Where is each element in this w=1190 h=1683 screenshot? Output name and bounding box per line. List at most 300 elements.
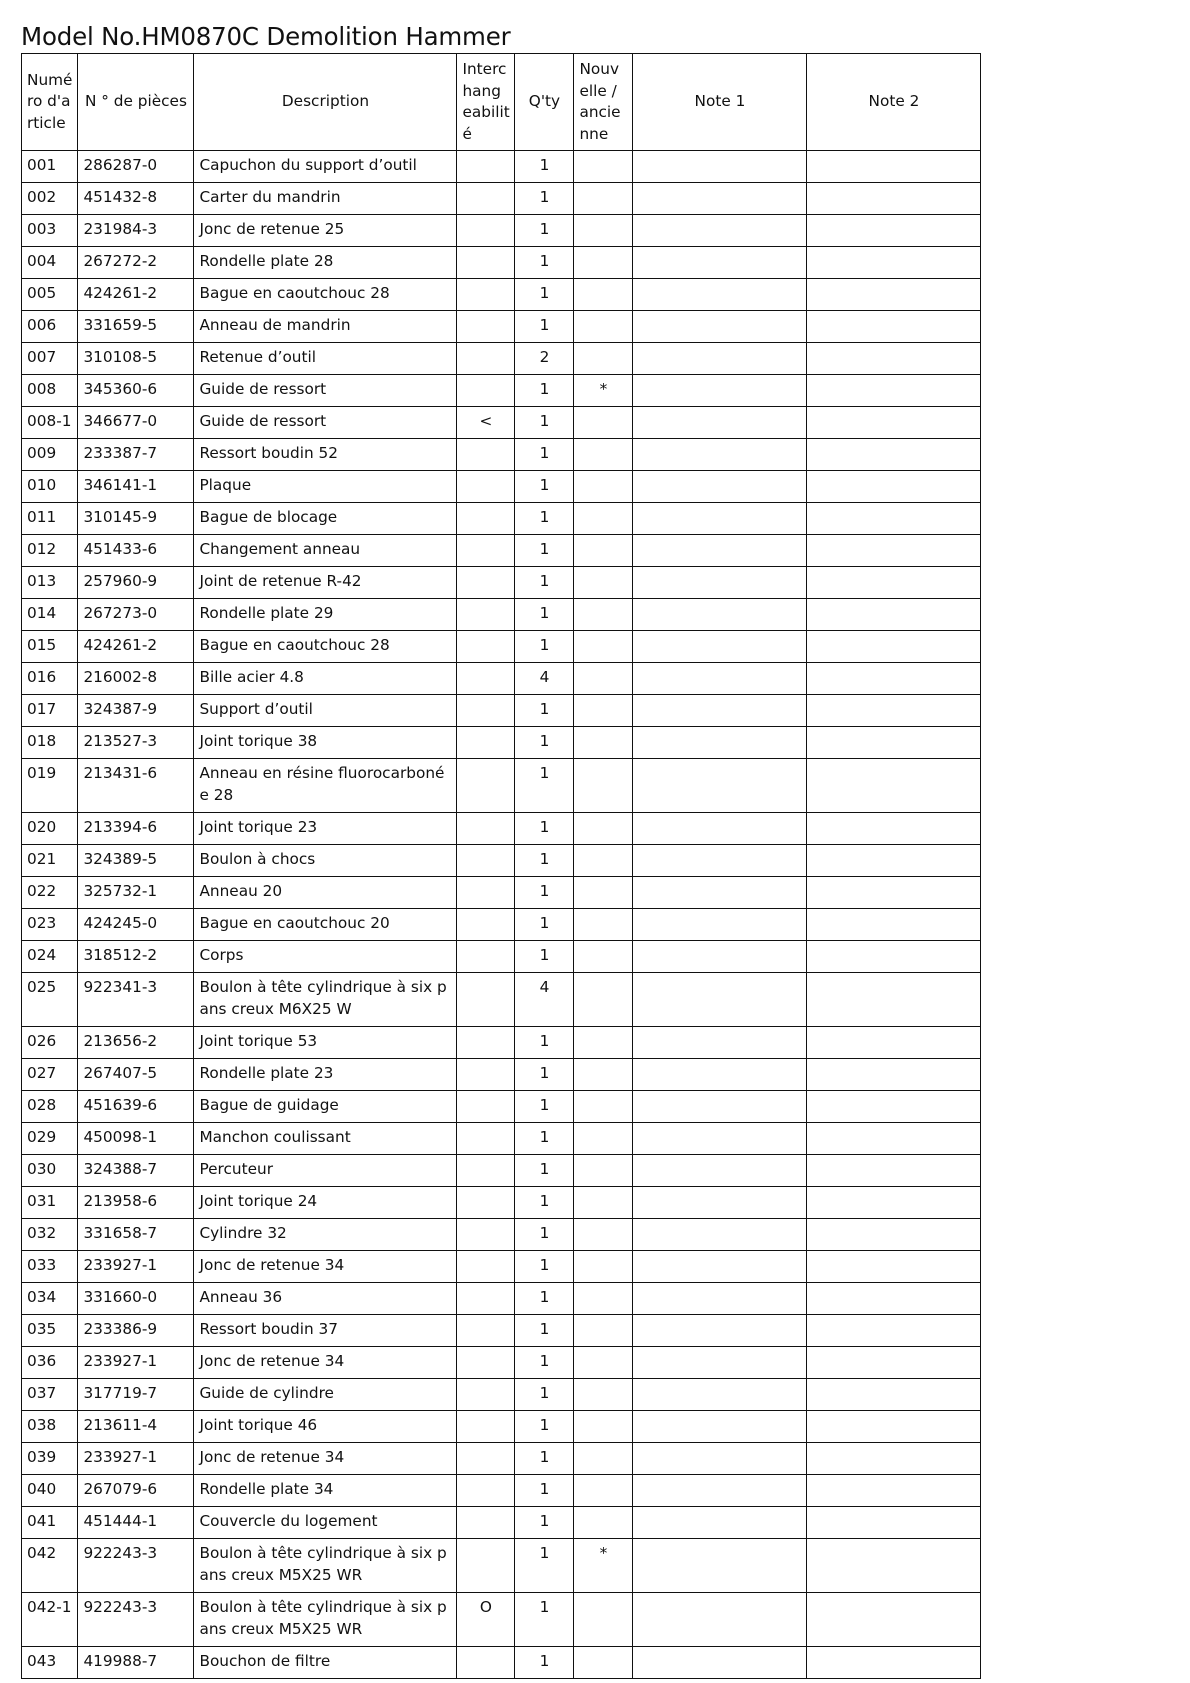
cell-item-number: 017 <box>22 695 78 727</box>
cell-new-old <box>574 813 633 845</box>
table-row <box>22 599 981 631</box>
cell-quantity: 1 <box>515 813 574 845</box>
cell-part-number: 331658-7 <box>78 1219 194 1251</box>
cell-new-old <box>574 695 633 727</box>
cell-description: Manchon coulissant <box>194 1123 457 1155</box>
table-row <box>22 1123 981 1155</box>
table-row <box>22 151 981 183</box>
cell-new-old <box>574 877 633 909</box>
cell-item-number: 006 <box>22 311 78 343</box>
cell-description: Joint de retenue R-42 <box>194 567 457 599</box>
cell-interchangeability <box>457 877 515 909</box>
cell-interchangeability <box>457 1347 515 1379</box>
cell-part-number: 451432-8 <box>78 183 194 215</box>
cell-note-2 <box>807 845 981 877</box>
table-row <box>22 471 981 503</box>
table-row <box>22 941 981 973</box>
cell-item-number: 015 <box>22 631 78 663</box>
cell-note-2 <box>807 941 981 973</box>
cell-item-number: 020 <box>22 813 78 845</box>
cell-note-2 <box>807 1475 981 1507</box>
cell-quantity: 1 <box>515 1647 574 1679</box>
cell-interchangeability: O <box>457 1593 515 1647</box>
cell-part-number: 451433-6 <box>78 535 194 567</box>
table-row <box>22 973 981 1027</box>
cell-item-number: 018 <box>22 727 78 759</box>
table-row <box>22 845 981 877</box>
cell-interchangeability <box>457 439 515 471</box>
cell-description: Plaque <box>194 471 457 503</box>
cell-new-old <box>574 1187 633 1219</box>
cell-new-old <box>574 599 633 631</box>
cell-note-2 <box>807 279 981 311</box>
cell-item-number: 010 <box>22 471 78 503</box>
cell-note-1 <box>633 567 807 599</box>
header-note-1: Note 1 <box>633 54 807 151</box>
cell-description: Guide de ressort <box>194 375 457 407</box>
cell-description: Bague de blocage <box>194 503 457 535</box>
cell-note-1 <box>633 1219 807 1251</box>
table-row <box>22 663 981 695</box>
cell-quantity: 1 <box>515 695 574 727</box>
cell-part-number: 331660-0 <box>78 1283 194 1315</box>
cell-new-old <box>574 1593 633 1647</box>
table-row <box>22 1475 981 1507</box>
table-row <box>22 1251 981 1283</box>
cell-item-number: 035 <box>22 1315 78 1347</box>
cell-new-old <box>574 535 633 567</box>
cell-description: Boulon à tête cylindrique à six pans creux M5X25 WR <box>194 1539 457 1593</box>
cell-quantity: 1 <box>515 503 574 535</box>
cell-note-2 <box>807 183 981 215</box>
cell-note-1 <box>633 1507 807 1539</box>
cell-note-2 <box>807 813 981 845</box>
cell-new-old <box>574 1123 633 1155</box>
cell-note-2 <box>807 1187 981 1219</box>
cell-part-number: 346677-0 <box>78 407 194 439</box>
cell-new-old <box>574 663 633 695</box>
cell-note-1 <box>633 247 807 279</box>
cell-note-2 <box>807 727 981 759</box>
cell-part-number: 213527-3 <box>78 727 194 759</box>
cell-interchangeability <box>457 503 515 535</box>
cell-quantity: 1 <box>515 941 574 973</box>
cell-item-number: 036 <box>22 1347 78 1379</box>
cell-part-number: 922243-3 <box>78 1539 194 1593</box>
cell-interchangeability <box>457 1283 515 1315</box>
cell-note-2 <box>807 1219 981 1251</box>
cell-note-1 <box>633 1647 807 1679</box>
cell-note-2 <box>807 535 981 567</box>
cell-interchangeability <box>457 247 515 279</box>
cell-note-2 <box>807 877 981 909</box>
cell-description: Guide de cylindre <box>194 1379 457 1411</box>
cell-note-1 <box>633 1411 807 1443</box>
cell-item-number: 022 <box>22 877 78 909</box>
cell-quantity: 1 <box>515 1059 574 1091</box>
cell-quantity: 1 <box>515 1411 574 1443</box>
cell-part-number: 324387-9 <box>78 695 194 727</box>
cell-note-1 <box>633 1187 807 1219</box>
cell-description: Joint torique 38 <box>194 727 457 759</box>
cell-note-2 <box>807 1123 981 1155</box>
cell-item-number: 009 <box>22 439 78 471</box>
cell-part-number: 424261-2 <box>78 631 194 663</box>
cell-quantity: 1 <box>515 1593 574 1647</box>
cell-note-2 <box>807 759 981 813</box>
cell-new-old <box>574 471 633 503</box>
cell-item-number: 038 <box>22 1411 78 1443</box>
cell-item-number: 008 <box>22 375 78 407</box>
cell-interchangeability <box>457 183 515 215</box>
cell-quantity: 1 <box>515 1539 574 1593</box>
table-row <box>22 1379 981 1411</box>
table-row <box>22 439 981 471</box>
cell-new-old <box>574 1315 633 1347</box>
cell-description: Jonc de retenue 34 <box>194 1443 457 1475</box>
cell-description: Joint torique 46 <box>194 1411 457 1443</box>
cell-new-old <box>574 407 633 439</box>
cell-new-old <box>574 973 633 1027</box>
cell-note-1 <box>633 663 807 695</box>
cell-note-2 <box>807 375 981 407</box>
cell-item-number: 021 <box>22 845 78 877</box>
cell-quantity: 1 <box>515 727 574 759</box>
cell-description: Retenue d’outil <box>194 343 457 375</box>
cell-note-1 <box>633 1027 807 1059</box>
cell-part-number: 331659-5 <box>78 311 194 343</box>
cell-interchangeability <box>457 845 515 877</box>
cell-interchangeability <box>457 1475 515 1507</box>
cell-note-1 <box>633 1347 807 1379</box>
cell-new-old <box>574 343 633 375</box>
cell-note-2 <box>807 343 981 375</box>
cell-note-2 <box>807 1507 981 1539</box>
cell-new-old <box>574 1647 633 1679</box>
cell-new-old <box>574 941 633 973</box>
header-item-number: Numé ro d'a rticle <box>22 54 78 151</box>
header-interchangeability: Interc hang eabilit é <box>457 54 515 151</box>
cell-item-number: 025 <box>22 973 78 1027</box>
cell-new-old <box>574 567 633 599</box>
cell-part-number: 233927-1 <box>78 1347 194 1379</box>
cell-description: Bague en caoutchouc 20 <box>194 909 457 941</box>
cell-interchangeability <box>457 813 515 845</box>
cell-description: Jonc de retenue 34 <box>194 1251 457 1283</box>
cell-note-2 <box>807 1593 981 1647</box>
cell-quantity: 1 <box>515 1443 574 1475</box>
cell-note-2 <box>807 407 981 439</box>
cell-note-1 <box>633 407 807 439</box>
cell-part-number: 450098-1 <box>78 1123 194 1155</box>
cell-new-old <box>574 1155 633 1187</box>
cell-interchangeability <box>457 1315 515 1347</box>
cell-note-1 <box>633 599 807 631</box>
cell-part-number: 324389-5 <box>78 845 194 877</box>
cell-item-number: 007 <box>22 343 78 375</box>
cell-interchangeability <box>457 1539 515 1593</box>
table-row <box>22 1283 981 1315</box>
cell-interchangeability <box>457 1443 515 1475</box>
cell-quantity: 1 <box>515 279 574 311</box>
cell-part-number: 451639-6 <box>78 1091 194 1123</box>
cell-quantity: 1 <box>515 1187 574 1219</box>
cell-description: Rondelle plate 29 <box>194 599 457 631</box>
header-new-old: Nouv elle / ancie nne <box>574 54 633 151</box>
cell-quantity: 1 <box>515 151 574 183</box>
cell-description: Corps <box>194 941 457 973</box>
cell-note-1 <box>633 1443 807 1475</box>
cell-description: Guide de ressort <box>194 407 457 439</box>
cell-note-2 <box>807 1647 981 1679</box>
cell-quantity: 2 <box>515 343 574 375</box>
cell-part-number: 213394-6 <box>78 813 194 845</box>
cell-item-number: 031 <box>22 1187 78 1219</box>
table-row <box>22 759 981 813</box>
cell-item-number: 012 <box>22 535 78 567</box>
table-row <box>22 1507 981 1539</box>
table-body <box>22 151 981 1679</box>
cell-new-old <box>574 1027 633 1059</box>
table-row <box>22 183 981 215</box>
cell-new-old <box>574 503 633 535</box>
cell-note-1 <box>633 535 807 567</box>
cell-new-old <box>574 311 633 343</box>
cell-interchangeability <box>457 343 515 375</box>
cell-note-2 <box>807 471 981 503</box>
cell-note-2 <box>807 1251 981 1283</box>
cell-quantity: 1 <box>515 1251 574 1283</box>
cell-quantity: 1 <box>515 439 574 471</box>
cell-item-number: 041 <box>22 1507 78 1539</box>
cell-quantity: 1 <box>515 407 574 439</box>
cell-quantity: 1 <box>515 845 574 877</box>
cell-quantity: 1 <box>515 1379 574 1411</box>
cell-part-number: 213611-4 <box>78 1411 194 1443</box>
table-row <box>22 1315 981 1347</box>
cell-note-2 <box>807 439 981 471</box>
cell-note-2 <box>807 631 981 663</box>
table-row <box>22 375 981 407</box>
cell-note-2 <box>807 1539 981 1593</box>
cell-interchangeability <box>457 759 515 813</box>
cell-item-number: 023 <box>22 909 78 941</box>
cell-part-number: 310145-9 <box>78 503 194 535</box>
cell-note-1 <box>633 503 807 535</box>
cell-note-2 <box>807 1379 981 1411</box>
cell-item-number: 005 <box>22 279 78 311</box>
cell-new-old <box>574 1507 633 1539</box>
cell-item-number: 039 <box>22 1443 78 1475</box>
cell-note-2 <box>807 1283 981 1315</box>
cell-description: Bague de guidage <box>194 1091 457 1123</box>
cell-part-number: 213958-6 <box>78 1187 194 1219</box>
cell-quantity: 1 <box>515 631 574 663</box>
cell-quantity: 1 <box>515 311 574 343</box>
cell-note-1 <box>633 727 807 759</box>
cell-quantity: 1 <box>515 877 574 909</box>
cell-new-old <box>574 1411 633 1443</box>
cell-description: Bille acier 4.8 <box>194 663 457 695</box>
cell-part-number: 267273-0 <box>78 599 194 631</box>
cell-new-old <box>574 279 633 311</box>
cell-note-2 <box>807 663 981 695</box>
cell-description: Joint torique 23 <box>194 813 457 845</box>
cell-item-number: 040 <box>22 1475 78 1507</box>
cell-note-1 <box>633 1539 807 1593</box>
cell-interchangeability <box>457 1219 515 1251</box>
cell-description: Ressort boudin 37 <box>194 1315 457 1347</box>
cell-quantity: 1 <box>515 1283 574 1315</box>
cell-interchangeability: < <box>457 407 515 439</box>
cell-note-1 <box>633 311 807 343</box>
cell-interchangeability <box>457 215 515 247</box>
cell-quantity: 1 <box>515 567 574 599</box>
table-row <box>22 407 981 439</box>
cell-interchangeability <box>457 1091 515 1123</box>
cell-note-2 <box>807 1347 981 1379</box>
cell-interchangeability <box>457 151 515 183</box>
table-row <box>22 1539 981 1593</box>
cell-part-number: 346141-1 <box>78 471 194 503</box>
cell-note-2 <box>807 215 981 247</box>
cell-description: Anneau 36 <box>194 1283 457 1315</box>
cell-note-2 <box>807 599 981 631</box>
cell-item-number: 024 <box>22 941 78 973</box>
table-row <box>22 1219 981 1251</box>
cell-description: Rondelle plate 28 <box>194 247 457 279</box>
table-row <box>22 1027 981 1059</box>
cell-part-number: 345360-6 <box>78 375 194 407</box>
table-row <box>22 567 981 599</box>
cell-part-number: 424261-2 <box>78 279 194 311</box>
cell-item-number: 030 <box>22 1155 78 1187</box>
cell-note-1 <box>633 1059 807 1091</box>
cell-new-old <box>574 1379 633 1411</box>
cell-note-1 <box>633 151 807 183</box>
cell-note-2 <box>807 1443 981 1475</box>
cell-interchangeability <box>457 1251 515 1283</box>
cell-note-2 <box>807 909 981 941</box>
cell-item-number: 027 <box>22 1059 78 1091</box>
cell-part-number: 325732-1 <box>78 877 194 909</box>
cell-item-number: 019 <box>22 759 78 813</box>
cell-description: Changement anneau <box>194 535 457 567</box>
cell-description: Anneau 20 <box>194 877 457 909</box>
cell-part-number: 318512-2 <box>78 941 194 973</box>
table-row <box>22 1443 981 1475</box>
cell-item-number: 004 <box>22 247 78 279</box>
cell-part-number: 451444-1 <box>78 1507 194 1539</box>
cell-note-1 <box>633 973 807 1027</box>
cell-note-2 <box>807 1155 981 1187</box>
cell-quantity: 1 <box>515 1155 574 1187</box>
cell-interchangeability <box>457 1059 515 1091</box>
page-title: Model No.HM0870C Demolition Hammer <box>21 22 511 51</box>
cell-interchangeability <box>457 535 515 567</box>
cell-note-2 <box>807 503 981 535</box>
cell-interchangeability <box>457 471 515 503</box>
cell-note-2 <box>807 1027 981 1059</box>
cell-description: Bouchon de filtre <box>194 1647 457 1679</box>
cell-note-1 <box>633 375 807 407</box>
cell-new-old <box>574 1283 633 1315</box>
cell-part-number: 213656-2 <box>78 1027 194 1059</box>
cell-description: Bague en caoutchouc 28 <box>194 631 457 663</box>
cell-note-1 <box>633 1155 807 1187</box>
cell-part-number: 233927-1 <box>78 1443 194 1475</box>
table-row <box>22 215 981 247</box>
cell-item-number: 029 <box>22 1123 78 1155</box>
cell-note-2 <box>807 1411 981 1443</box>
table-row <box>22 813 981 845</box>
cell-new-old <box>574 1475 633 1507</box>
cell-new-old <box>574 759 633 813</box>
cell-note-1 <box>633 471 807 503</box>
cell-interchangeability <box>457 631 515 663</box>
cell-part-number: 233927-1 <box>78 1251 194 1283</box>
table-row <box>22 1593 981 1647</box>
cell-interchangeability <box>457 1647 515 1679</box>
header-note-2: Note 2 <box>807 54 981 151</box>
table-row <box>22 877 981 909</box>
cell-interchangeability <box>457 375 515 407</box>
cell-interchangeability <box>457 973 515 1027</box>
cell-item-number: 016 <box>22 663 78 695</box>
table-row <box>22 909 981 941</box>
cell-new-old: * <box>574 375 633 407</box>
cell-quantity: 1 <box>515 1347 574 1379</box>
cell-note-2 <box>807 1059 981 1091</box>
table-row <box>22 503 981 535</box>
cell-interchangeability <box>457 1123 515 1155</box>
cell-note-1 <box>633 941 807 973</box>
table-row <box>22 1647 981 1679</box>
cell-new-old <box>574 727 633 759</box>
cell-interchangeability <box>457 311 515 343</box>
cell-part-number: 424245-0 <box>78 909 194 941</box>
table-row <box>22 343 981 375</box>
cell-new-old <box>574 183 633 215</box>
cell-quantity: 1 <box>515 535 574 567</box>
cell-note-1 <box>633 695 807 727</box>
cell-note-1 <box>633 1315 807 1347</box>
cell-quantity: 1 <box>515 1507 574 1539</box>
cell-part-number: 233386-9 <box>78 1315 194 1347</box>
cell-item-number: 026 <box>22 1027 78 1059</box>
cell-note-1 <box>633 1123 807 1155</box>
cell-note-1 <box>633 1091 807 1123</box>
cell-item-number: 034 <box>22 1283 78 1315</box>
cell-new-old <box>574 1443 633 1475</box>
cell-description: Percuteur <box>194 1155 457 1187</box>
cell-note-2 <box>807 247 981 279</box>
cell-new-old <box>574 1251 633 1283</box>
cell-new-old <box>574 631 633 663</box>
cell-description: Rondelle plate 34 <box>194 1475 457 1507</box>
cell-interchangeability <box>457 941 515 973</box>
cell-note-1 <box>633 1593 807 1647</box>
cell-note-1 <box>633 343 807 375</box>
cell-description: Joint torique 53 <box>194 1027 457 1059</box>
cell-note-1 <box>633 631 807 663</box>
header-quantity: Q'ty <box>515 54 574 151</box>
cell-note-1 <box>633 1283 807 1315</box>
cell-quantity: 1 <box>515 1123 574 1155</box>
cell-interchangeability <box>457 1155 515 1187</box>
cell-interchangeability <box>457 599 515 631</box>
cell-item-number: 013 <box>22 567 78 599</box>
